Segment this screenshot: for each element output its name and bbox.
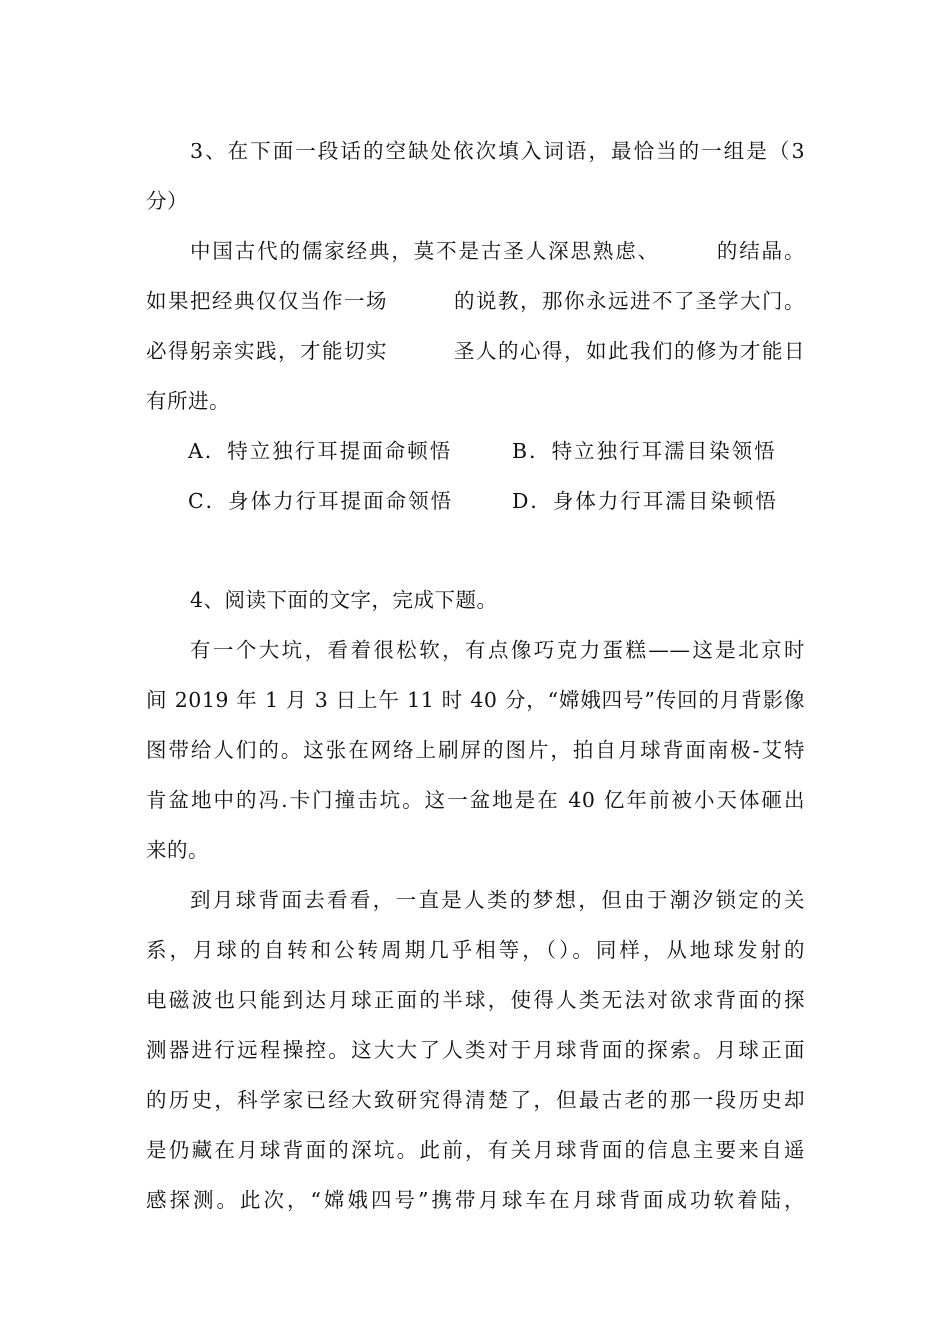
- q3-passage-line-2: 如果把经典仅仅当作一场 的说教，那你永远进不了圣学大门。: [146, 289, 805, 313]
- q3-option-c: C．身体力行耳提面命领悟: [188, 489, 454, 513]
- q4-para1-line-2: 间 2019 年 1 月 3 日上午 11 时 40 分，“嫦娥四号”传回的月背影像: [146, 688, 805, 712]
- q3-stem-line-2: 分）: [146, 189, 188, 213]
- q4-para1-line-5: 来的。: [146, 838, 209, 862]
- q4-para1-line-3: 图带给人们的。这张在网络上刷屏的图片，拍自月球背面南极-艾特: [146, 738, 805, 762]
- q4-para2-line-5: 的历史，科学家已经大致研究得清楚了，但最古老的那一段历史却: [146, 1088, 805, 1112]
- q3-option-d: D．身体力行耳濡目染顿悟: [512, 489, 778, 513]
- q4-stem: 4、阅读下面的文字，完成下题。: [190, 588, 498, 612]
- q4-para1-line-1: 有一个大坑，看着很松软，有点像巧克力蛋糕——这是北京时: [190, 638, 805, 662]
- q3-passage-line-3: 必得躬亲实践，才能切实 圣人的心得，如此我们的修为才能日: [146, 339, 805, 363]
- q3-option-b: B．特立独行耳濡目染领悟: [512, 439, 777, 463]
- q3-stem-line-1: 3、在下面一段话的空缺处依次填入词语，最恰当的一组是（3: [190, 139, 805, 163]
- q4-para2-line-2: 系，月球的自转和公转周期几乎相等，（）。同样，从地球发射的: [146, 938, 805, 962]
- q3-passage-line-1: 中国古代的儒家经典，莫不是古圣人深思熟虑、 的结晶。: [190, 239, 805, 263]
- q4-para2-line-4: 测器进行远程操控。这大大了人类对于月球背面的探索。月球正面: [146, 1038, 805, 1062]
- q3-option-a: A．特立独行耳提面命顿悟: [188, 439, 453, 463]
- q4-para2-line-1: 到月球背面去看看，一直是人类的梦想，但由于潮汐锁定的关: [190, 888, 805, 912]
- q4-para2-line-3: 电磁波也只能到达月球正面的半球，使得人类无法对欲求背面的探: [146, 988, 805, 1012]
- q4-para2-line-7: 感探测。此次，“嫦娥四号”携带月球车在月球背面成功软着陆，: [146, 1188, 805, 1212]
- q4-para1-line-4: 肯盆地中的冯.卡门撞击坑。这一盆地是在 40 亿年前被小天体砸出: [146, 788, 805, 812]
- q4-para2-line-6: 是仍藏在月球背面的深坑。此前，有关月球背面的信息主要来自遥: [146, 1138, 805, 1162]
- q3-passage-line-4: 有所进。: [146, 389, 230, 413]
